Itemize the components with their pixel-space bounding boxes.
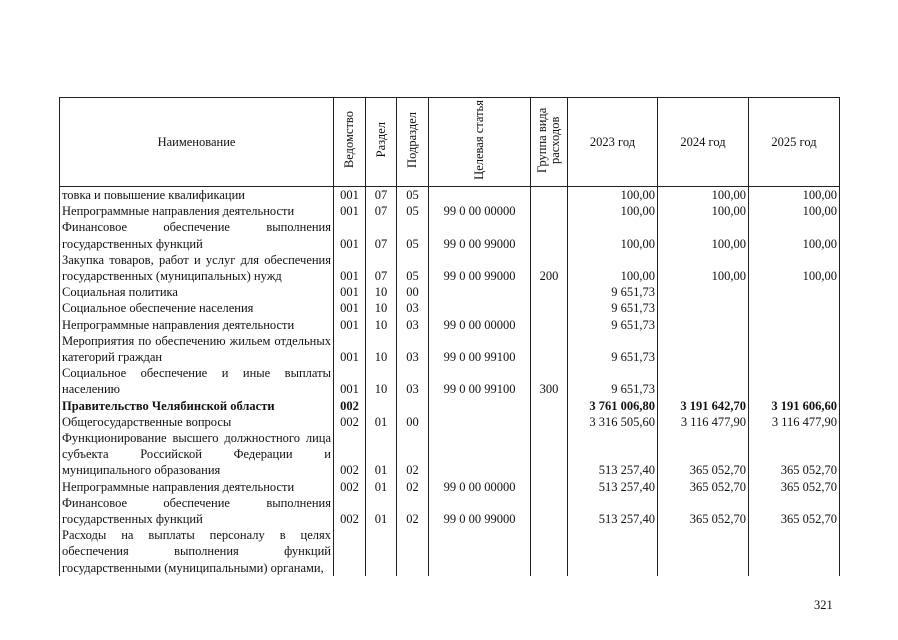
table-row: [60, 300, 840, 316]
header-name: Наименование: [60, 98, 334, 187]
header-gruppa: Группа вида расходов: [531, 98, 568, 187]
cell-gruppa: [531, 414, 568, 430]
cell-2023: 9 651,73: [568, 333, 658, 365]
cell-2025: 100,00: [749, 252, 840, 284]
cell-gruppa: [531, 317, 568, 333]
cell-ved: 002: [334, 495, 366, 527]
cell-2024: 100,00: [658, 252, 749, 284]
cell-2024: [658, 284, 749, 300]
cell-gruppa: 300: [531, 365, 568, 397]
cell-podrazdel: 03: [397, 300, 429, 316]
cell-razdel: 10: [366, 284, 397, 300]
table-row: [60, 219, 840, 251]
cell-celevaya: [429, 300, 531, 316]
cell-celevaya: [429, 284, 531, 300]
cell-name: товка и повышение квалификации: [60, 187, 334, 204]
cell-gruppa: [531, 479, 568, 495]
cell-2023: 3 761 006,80: [568, 398, 658, 414]
cell-2024: 365 052,70: [658, 495, 749, 527]
cell-gruppa: [531, 527, 568, 576]
cell-ved: 001: [334, 187, 366, 204]
cell-gruppa: [531, 219, 568, 251]
cell-name: Социальная политика: [60, 284, 334, 300]
cell-celevaya: 99 0 00 00000: [429, 479, 531, 495]
table-header: [60, 98, 840, 187]
table-row: [60, 187, 840, 204]
cell-2025: 365 052,70: [749, 495, 840, 527]
cell-ved: 001: [334, 365, 366, 397]
budget-table: [59, 97, 840, 576]
cell-2025: [749, 527, 840, 576]
cell-name: Общегосударственные вопросы: [60, 414, 334, 430]
cell-2025: [749, 300, 840, 316]
cell-razdel: 10: [366, 333, 397, 365]
cell-2025: [749, 284, 840, 300]
cell-celevaya: [429, 414, 531, 430]
cell-ved: 001: [334, 252, 366, 284]
cell-podrazdel: 05: [397, 219, 429, 251]
header-celevaya: Целевая статья: [429, 98, 531, 187]
cell-podrazdel: 03: [397, 365, 429, 397]
cell-podrazdel: 02: [397, 430, 429, 479]
cell-podrazdel: [397, 527, 429, 576]
cell-razdel: [366, 527, 397, 576]
cell-gruppa: [531, 203, 568, 219]
cell-celevaya: 99 0 00 99000: [429, 495, 531, 527]
cell-2025: 100,00: [749, 219, 840, 251]
cell-ved: 001: [334, 203, 366, 219]
cell-razdel: 10: [366, 317, 397, 333]
cell-podrazdel: 05: [397, 252, 429, 284]
cell-2023: 9 651,73: [568, 284, 658, 300]
cell-2024: 3 191 642,70: [658, 398, 749, 414]
cell-name: Непрограммные направления деятельности: [60, 479, 334, 495]
cell-podrazdel: 00: [397, 414, 429, 430]
cell-2025: 100,00: [749, 203, 840, 219]
table-row: [60, 398, 840, 414]
cell-name: Закупка товаров, работ и услуг для обеспечения государственных (муниципальных) нужд: [60, 252, 334, 284]
table-row: [60, 414, 840, 430]
cell-podrazdel: 00: [397, 284, 429, 300]
cell-name: Расходы на выплаты персоналу в целях обеспечения выполнения функций государственными (муниципальными) органами,: [60, 527, 334, 576]
cell-name: Финансовое обеспечение выполнения государственных функций: [60, 219, 334, 251]
cell-2024: [658, 527, 749, 576]
table-row: [60, 317, 840, 333]
cell-2025: 365 052,70: [749, 479, 840, 495]
cell-name: Мероприятия по обеспечению жильем отдельных категорий граждан: [60, 333, 334, 365]
table-row: [60, 365, 840, 397]
cell-celevaya: 99 0 00 99100: [429, 333, 531, 365]
cell-2025: 3 191 606,60: [749, 398, 840, 414]
cell-name: Функционирование высшего должностного лица субъекта Российской Федерации и муниципального образования: [60, 430, 334, 479]
cell-gruppa: [531, 430, 568, 479]
header-razdel: Раздел: [366, 98, 397, 187]
cell-ved: 002: [334, 398, 366, 414]
cell-razdel: 01: [366, 479, 397, 495]
cell-2025: [749, 317, 840, 333]
cell-2023: 513 257,40: [568, 495, 658, 527]
cell-razdel: 10: [366, 300, 397, 316]
cell-2024: [658, 333, 749, 365]
cell-podrazdel: 03: [397, 333, 429, 365]
cell-celevaya: 99 0 00 99000: [429, 219, 531, 251]
cell-2024: [658, 300, 749, 316]
cell-2023: 100,00: [568, 187, 658, 204]
cell-gruppa: [531, 398, 568, 414]
cell-2025: [749, 365, 840, 397]
cell-gruppa: [531, 300, 568, 316]
cell-razdel: 07: [366, 219, 397, 251]
cell-razdel: [366, 398, 397, 414]
cell-razdel: 01: [366, 414, 397, 430]
cell-name: Финансовое обеспечение выполнения государственных функций: [60, 495, 334, 527]
cell-2023: 100,00: [568, 219, 658, 251]
cell-2024: 365 052,70: [658, 430, 749, 479]
cell-ved: 002: [334, 414, 366, 430]
cell-2025: [749, 333, 840, 365]
cell-razdel: 07: [366, 187, 397, 204]
cell-name: Социальное обеспечение и иные выплаты населению: [60, 365, 334, 397]
table-body: [60, 187, 840, 576]
cell-razdel: 07: [366, 252, 397, 284]
cell-celevaya: [429, 187, 531, 204]
table-row: [60, 203, 840, 219]
table-row: [60, 430, 840, 479]
header-2024: 2024 год: [658, 98, 749, 187]
cell-ved: 002: [334, 479, 366, 495]
cell-podrazdel: 03: [397, 317, 429, 333]
cell-gruppa: [531, 495, 568, 527]
header-podrazdel: Подраздел: [397, 98, 429, 187]
cell-2023: [568, 527, 658, 576]
cell-2023: 513 257,40: [568, 479, 658, 495]
cell-podrazdel: 05: [397, 203, 429, 219]
cell-podrazdel: 02: [397, 479, 429, 495]
cell-ved: 002: [334, 430, 366, 479]
cell-celevaya: [429, 398, 531, 414]
cell-gruppa: [531, 187, 568, 204]
cell-ved: 001: [334, 219, 366, 251]
header-2025: 2025 год: [749, 98, 840, 187]
cell-2023: 513 257,40: [568, 430, 658, 479]
cell-gruppa: 200: [531, 252, 568, 284]
cell-2024: [658, 365, 749, 397]
cell-razdel: 10: [366, 365, 397, 397]
cell-celevaya: 99 0 00 99000: [429, 252, 531, 284]
cell-2023: 100,00: [568, 203, 658, 219]
cell-2024: 100,00: [658, 187, 749, 204]
cell-2025: 365 052,70: [749, 430, 840, 479]
cell-gruppa: [531, 333, 568, 365]
cell-ved: [334, 527, 366, 576]
cell-2024: 3 116 477,90: [658, 414, 749, 430]
page-number: 321: [814, 598, 833, 612]
cell-ved: 001: [334, 284, 366, 300]
cell-ved: 001: [334, 317, 366, 333]
cell-2025: 3 116 477,90: [749, 414, 840, 430]
table-row: [60, 252, 840, 284]
table-row: [60, 333, 840, 365]
cell-razdel: 01: [366, 495, 397, 527]
header-ved: Ведомство: [334, 98, 366, 187]
cell-name: Правительство Челябинской области: [60, 398, 334, 414]
table-row: [60, 479, 840, 495]
cell-2023: 9 651,73: [568, 317, 658, 333]
table-row: [60, 495, 840, 527]
cell-name: Непрограммные направления деятельности: [60, 203, 334, 219]
cell-2024: [658, 317, 749, 333]
cell-podrazdel: [397, 398, 429, 414]
cell-2024: 100,00: [658, 203, 749, 219]
cell-celevaya: [429, 527, 531, 576]
cell-2023: 9 651,73: [568, 300, 658, 316]
cell-ved: 001: [334, 300, 366, 316]
table-row: [60, 284, 840, 300]
cell-2024: 100,00: [658, 219, 749, 251]
cell-celevaya: 99 0 00 00000: [429, 203, 531, 219]
cell-name: Непрограммные направления деятельности: [60, 317, 334, 333]
cell-2025: 100,00: [749, 187, 840, 204]
cell-celevaya: 99 0 00 00000: [429, 317, 531, 333]
cell-celevaya: 99 0 00 99100: [429, 365, 531, 397]
cell-2023: 3 316 505,60: [568, 414, 658, 430]
cell-2023: 100,00: [568, 252, 658, 284]
cell-podrazdel: 02: [397, 495, 429, 527]
cell-name: Социальное обеспечение населения: [60, 300, 334, 316]
cell-razdel: 07: [366, 203, 397, 219]
cell-podrazdel: 05: [397, 187, 429, 204]
cell-razdel: 01: [366, 430, 397, 479]
cell-celevaya: [429, 430, 531, 479]
header-2023: 2023 год: [568, 98, 658, 187]
cell-gruppa: [531, 284, 568, 300]
table-row: [60, 527, 840, 576]
cell-ved: 001: [334, 333, 366, 365]
cell-2024: 365 052,70: [658, 479, 749, 495]
cell-2023: 9 651,73: [568, 365, 658, 397]
